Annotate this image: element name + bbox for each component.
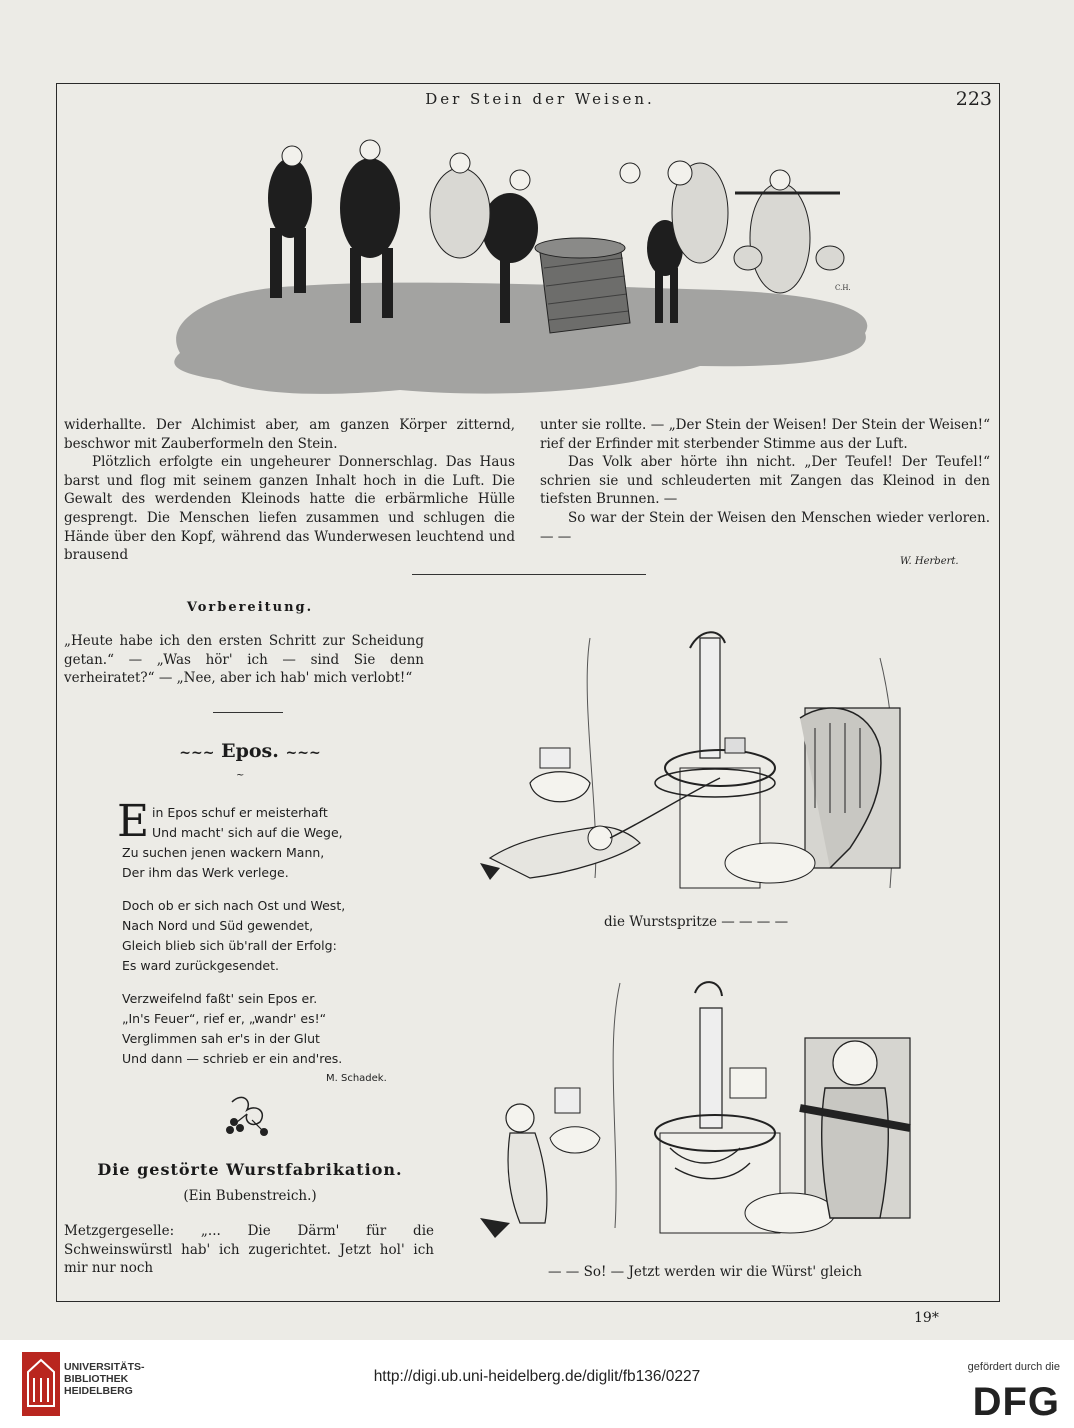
poem-stanza (122, 989, 412, 1069)
wurst-title: Die gestörte Wurstfabrikation. (97, 1160, 403, 1179)
story-left-column (64, 416, 515, 565)
floral-ornament-icon (222, 1092, 272, 1140)
cartoon-wurstspritze-illustration (470, 618, 910, 908)
poem-line: „In's Feuer“, rief er, „wandr' es!“ (122, 1011, 327, 1026)
story-paragraph: unter sie rollte. — „Der Stein der Weisen! Der Stein der Weisen!“ rief der Erfinder mit sterbender Stimme aus der Luft. (540, 417, 990, 452)
story-signature: W. Herbert. (900, 556, 959, 567)
running-title: Der Stein der Weisen. (425, 90, 655, 108)
poem-line: Zu suchen jenen wackern Mann, (122, 845, 325, 860)
cartoon-caption-2: — — So! — Jetzt werden wir die Würst' gleich (548, 1264, 862, 1280)
poem-line: Verglimmen sah er's in der Glut (122, 1031, 320, 1046)
library-name-line: UNIVERSITÄTS- (64, 1361, 145, 1373)
wurst-text: Metzgergeselle: „... Die Därm' für die Schweinswürstl hab' ich zugerichtet. Jetzt hol' ich mir nur noch (64, 1223, 434, 1277)
cartoon-schaden-illustration (460, 968, 920, 1258)
vorbereitung-text: „Heute habe ich den ersten Schritt zur Scheidung getan.“ — „Was hör' ich — sind Sie denn verheiratet?“ — „Nee, aber ich hab' mich verlobt!“ (64, 633, 424, 687)
poem-stanza (122, 823, 412, 843)
dfg-logo: DFG (972, 1380, 1060, 1424)
poem-line: Und macht' sich auf die Wege, (152, 825, 343, 840)
library-name-line: HEIDELBERG (64, 1385, 133, 1397)
poem-line: Doch ob er sich nach Ost und West, (122, 898, 346, 913)
epos-signature: M. Schadek. (326, 1073, 387, 1084)
library-name-line: BIBLIOTHEK (64, 1373, 129, 1385)
source-url-link[interactable]: http://digi.ub.uni-heidelberg.de/diglit/fb136/0227 (373, 1368, 701, 1385)
cartoon-caption-1: die Wurstspritze — — — — (604, 914, 789, 930)
epos-title (140, 740, 360, 762)
epos-heading: Epos. (221, 740, 279, 762)
poem-line: Es ward zurückgesendet. (122, 958, 280, 973)
short-divider (213, 712, 283, 713)
poem-line: Nach Nord und Süd gewendet, (122, 918, 314, 933)
poem-line: Und dann — schrieb er ein and'res. (122, 1051, 343, 1066)
poem-stanza (122, 896, 412, 976)
signature-mark: 19* (914, 1310, 939, 1326)
poem-line: Verzweifelnd faßt' sein Epos er. (122, 991, 318, 1006)
poem-line: Gleich blieb sich üb'rall der Erfolg: (122, 938, 337, 953)
story-paragraph: Plötzlich erfolgte ein ungeheurer Donnerschlag. Das Haus barst und flog mit seinem ganzen Inhalt hoch in die Luft. Die Gewalt des werdenden Kleinods hatte die erbärmliche Hülle gesprengt. Die Menschen liefen zusammen und schlugen die Hände über den Kopf, während das Wunderwesen leuchtend und brausend (64, 454, 515, 564)
poem-line: Der ihm das Werk verlege. (122, 865, 289, 880)
illustrator-mark: C.H. (835, 284, 851, 292)
story-right-column (540, 416, 990, 546)
flourish-left-icon: ~~~ (179, 745, 215, 761)
section-divider (412, 574, 646, 575)
vorbereitung-title: Vorbereitung. (186, 600, 314, 615)
epos-poem (152, 803, 412, 823)
well-crowd-illustration (160, 118, 890, 408)
story-paragraph: widerhallte. Der Alchimist aber, am ganzen Körper zitternd, beschwor mit Zauberformeln den Stein. (64, 417, 515, 452)
wurst-subtitle: (Ein Bubenstreich.) (183, 1188, 317, 1204)
epos-drop-cap: E (117, 796, 150, 847)
funding-label: gefördert durch die (967, 1361, 1060, 1373)
flourish-ornament-icon: ~ (236, 770, 245, 781)
flourish-right-icon: ~~~ (285, 745, 321, 761)
story-paragraph: So war der Stein der Weisen den Menschen wieder verloren. — — (540, 509, 990, 545)
page-number: 223 (955, 88, 992, 110)
poem-stanza (122, 843, 412, 883)
story-paragraph: Das Volk aber hörte ihn nicht. „Der Teufel! Der Teufel!“ schrien sie und schleuderten mit Zangen das Kleinod in den tiefsten Brunnen. — (540, 454, 990, 508)
epos-stanzas-body (122, 843, 412, 1082)
poem-line: in Epos schuf er meisterhaft (152, 805, 328, 820)
